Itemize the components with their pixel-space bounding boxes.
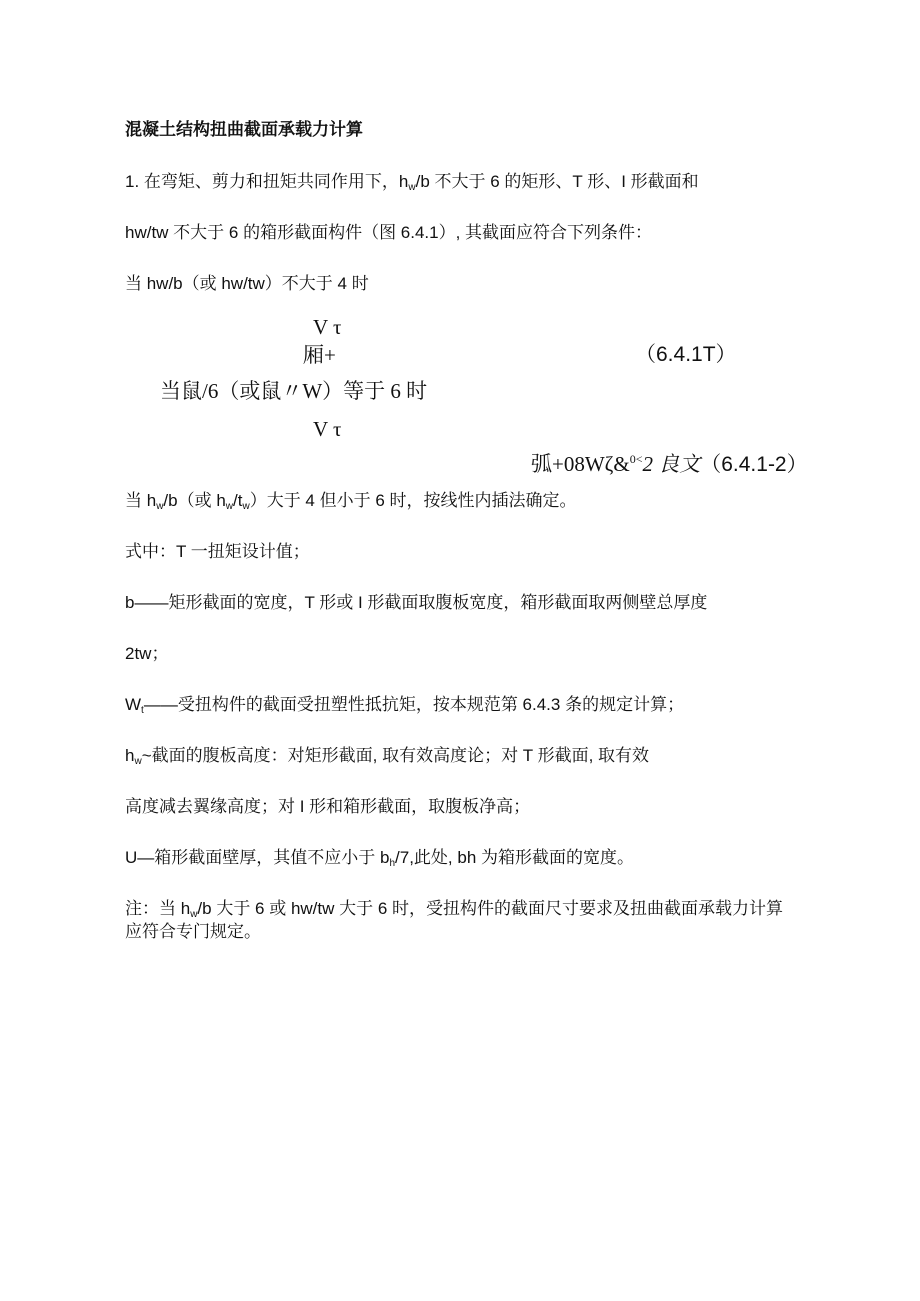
text-span: ——受扭构件的截面受扭塑性抵抗矩，按本规范第 6.4.3 条的规定计算；: [143, 695, 685, 714]
paragraph-3: 当 hw/b（或 hw/tw）不大于 4 时: [125, 274, 369, 293]
text-span: /7,此处, bh 为箱形截面的宽度。: [395, 848, 635, 867]
formula-2-body: [531, 446, 808, 478]
subscript: w: [225, 501, 234, 512]
subscript: w: [242, 501, 250, 512]
paragraph-1: [125, 171, 699, 193]
paragraph-11: 高度减去翼缘高度；对 I 形和箱形截面，取腹板净高；: [125, 797, 531, 816]
text-span: 注：当 h: [125, 899, 191, 918]
text-span: 2 良文: [642, 452, 701, 476]
formula-1-label: （6.4.1T）: [635, 343, 737, 366]
formula-2-top: V τ: [313, 417, 342, 441]
text-span: U—箱形截面壁厚，其值不应小于 b: [125, 848, 390, 867]
paragraph-6: 式中：T 一扭矩设计值；: [125, 542, 310, 561]
text-span: W: [125, 695, 142, 714]
paragraph-8: 2tw；: [125, 644, 169, 663]
subscript: h: [389, 858, 396, 869]
text-span: /b 大于 6 或 hw/tw 大于 6 时，受扭构件的截面尺寸要求及扭曲截面承载力计算: [197, 899, 784, 918]
subscript: w: [156, 501, 164, 512]
text-span: ~截面的腹板高度：对矩形截面, 取有效高度论；对 T 形截面, 取有效: [141, 746, 650, 765]
paragraph-4: 当鼠/6（或鼠〃W）等于 6 时: [160, 379, 428, 403]
paragraph-10: [125, 745, 649, 767]
subscript: w: [190, 909, 198, 920]
text-span: /b（或 h: [163, 491, 226, 510]
text-span: /t: [233, 491, 243, 510]
subscript: t: [141, 705, 144, 716]
text-span: ）大于 4 但小于 6 时，按线性内插法确定。: [249, 491, 577, 510]
formula-1-top: V τ: [313, 315, 342, 339]
paragraph-5: [125, 490, 577, 512]
text-span: 当 h: [125, 491, 157, 510]
formula-1-body: 厢+: [303, 343, 336, 367]
text-span: h: [398, 172, 409, 191]
paragraph-12: [125, 847, 634, 869]
subscript: w: [134, 756, 142, 767]
text-span: h: [125, 746, 135, 765]
note-line-2: 应符合专门规定。: [125, 922, 261, 941]
text-span: 1. 在弯矩、剪力和扭矩共同作用下，: [125, 172, 399, 191]
text-span: 弧+08Wζ&: [531, 452, 630, 476]
text-span: /b 不大于 6 的矩形、T 形、I 形截面和: [415, 172, 699, 191]
note-line-1: [125, 898, 783, 920]
document-title: 混凝土结构扭曲截面承载力计算: [125, 120, 363, 139]
paragraph-2: hw/tw 不大于 6 的箱形截面构件（图 6.4.1）, 其截面应符合下列条件：: [125, 223, 653, 242]
formula-2-label: （6.4.1-2）: [700, 453, 808, 476]
paragraph-7: b——矩形截面的宽度，T 形或 I 形截面取腹板宽度，箱形截面取两侧壁总厚度: [125, 593, 708, 612]
paragraph-9: [125, 694, 684, 716]
superscript: 0<: [629, 452, 643, 466]
subscript: w: [408, 182, 416, 193]
